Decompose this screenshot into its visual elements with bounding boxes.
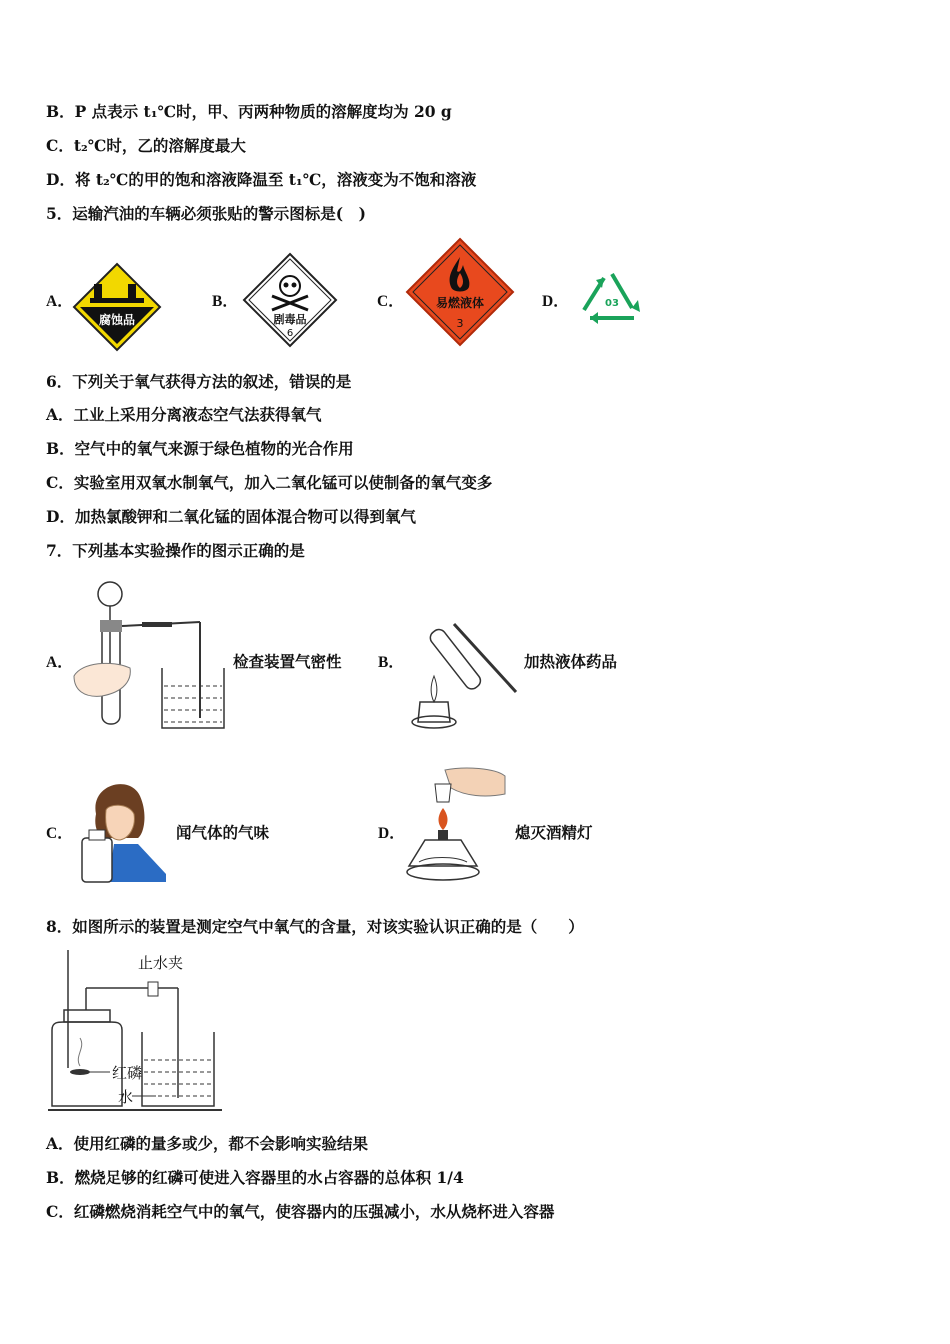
q8-stem: 8．如图所示的装置是测定空气中氧气的含量，对该实验认识正确的是（ ） xyxy=(46,917,584,936)
extinguish-lamp-image xyxy=(405,766,509,888)
clip-label: 止水夹 xyxy=(138,954,184,972)
toxic-sign-image xyxy=(242,252,338,348)
q6-option-a: A．工业上采用分离液态空气法获得氧气 xyxy=(46,405,322,424)
flammable-sign-text: 易燃液体 xyxy=(435,296,485,310)
q7-label-d: D． xyxy=(378,825,405,842)
corrosive-sign-image xyxy=(72,262,162,352)
q7-caption-a: 检查装置气密性 xyxy=(233,652,342,671)
q8-option-b: B．燃烧足够的红磷可使进入容器里的水占容器的总体积 1/4 xyxy=(46,1168,464,1187)
q5-label-a: A． xyxy=(46,293,73,310)
flammable-sign-number: 3 xyxy=(456,317,464,330)
q4-option-d: D．将 t₂℃的甲的饱和溶液降温至 t₁℃，溶液变为不饱和溶液 xyxy=(46,170,477,189)
q7-caption-d: 熄灭酒精灯 xyxy=(515,823,593,842)
q7-caption-c: 闻气体的气味 xyxy=(176,823,270,842)
q6-option-b: B．空气中的氧气来源于绿色植物的光合作用 xyxy=(46,439,354,458)
q7-label-a: A． xyxy=(46,654,73,671)
heating-liquid-image xyxy=(404,616,524,732)
recycle-sign-image xyxy=(572,268,652,342)
q5-label-b: B． xyxy=(212,293,238,310)
water-label: 水 xyxy=(118,1088,134,1106)
q4-option-c: C．t₂℃时，乙的溶解度最大 xyxy=(46,136,246,155)
recycle-code: 03 xyxy=(605,298,619,309)
corrosive-sign-text: 腐蚀品 xyxy=(98,313,136,327)
toxic-sign-number: 6 xyxy=(286,328,294,339)
q5-label-c: C． xyxy=(377,293,404,310)
q4-option-b: B．P 点表示 t₁℃时，甲、丙两种物质的溶解度均为 20 g xyxy=(46,102,452,121)
q8-option-a: A．使用红磷的量多或少，都不会影响实验结果 xyxy=(46,1134,369,1153)
q8-option-c: C．红磷燃烧消耗空气中的氧气，使容器内的压强减小，水从烧杯进入容器 xyxy=(46,1202,555,1221)
q7-caption-b: 加热液体药品 xyxy=(524,652,618,671)
q6-stem: 6．下列关于氧气获得方法的叙述，错误的是 xyxy=(46,372,352,391)
smell-gas-image xyxy=(78,774,174,884)
q5-label-d: D． xyxy=(542,293,569,310)
phosphorus-label: 红磷 xyxy=(112,1064,143,1082)
q6-option-d: D．加热氯酸钾和二氧化锰的固体混合物可以得到氧气 xyxy=(46,507,416,526)
q7-label-b: B． xyxy=(378,654,404,671)
q5-stem: 5．运输汽油的车辆必须张贴的警示图标是( ) xyxy=(46,204,366,223)
toxic-sign-text: 剧毒品 xyxy=(273,313,307,326)
q6-option-c: C．实验室用双氧水制氧气，加入二氧化锰可以使制备的氧气变多 xyxy=(46,473,493,492)
flammable-liquid-sign-image xyxy=(405,237,515,347)
oxygen-measurement-apparatus-image xyxy=(46,948,226,1116)
q7-stem: 7．下列基本实验操作的图示正确的是 xyxy=(46,541,305,560)
q7-label-c: C． xyxy=(46,825,73,842)
airtightness-check-image xyxy=(72,576,232,732)
